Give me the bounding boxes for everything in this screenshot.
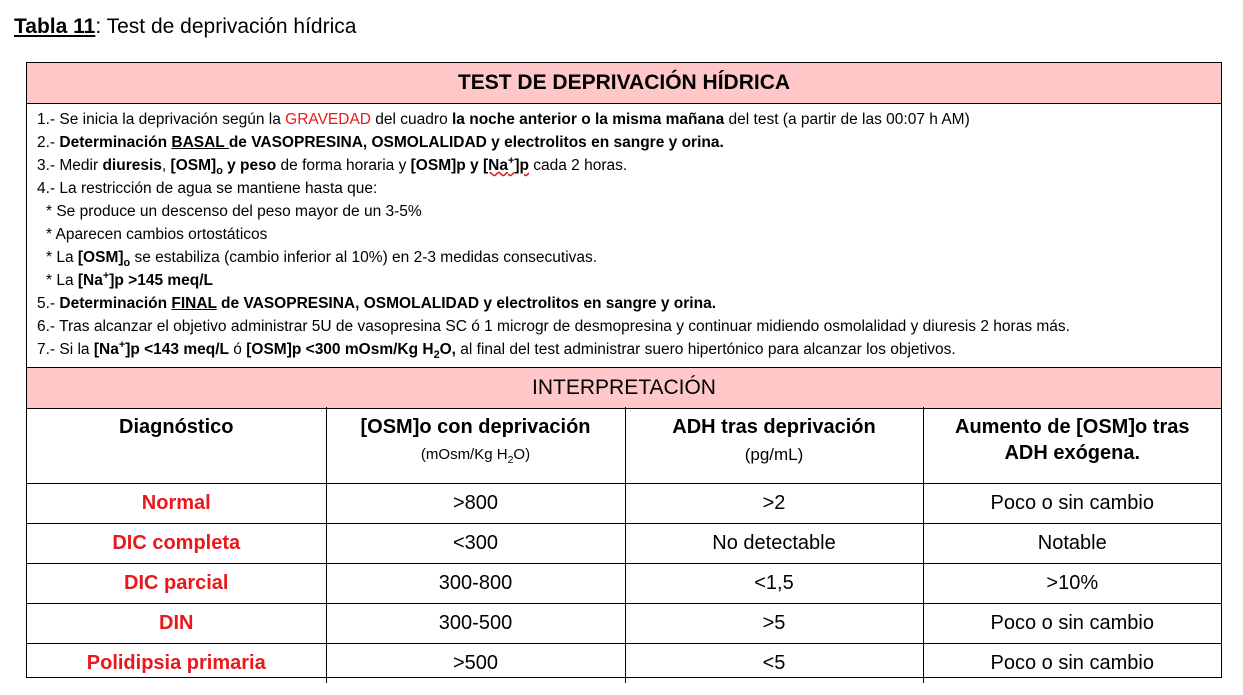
increase-cell: Poco o sin cambio xyxy=(923,484,1221,524)
step-7-na-b: ]p <143 meq/L xyxy=(125,341,229,358)
step-3-osmp: [OSM]p y xyxy=(410,157,483,174)
step-7-na-sup: + xyxy=(118,338,126,351)
step-4: 4.- La restricción de agua se mantiene hasta que: xyxy=(37,180,378,197)
table-row xyxy=(27,564,1221,604)
step-3-na-sup: + xyxy=(507,154,515,167)
header-adh-unit: (pg/mL) xyxy=(744,445,804,464)
caption-label: Tabla 11 xyxy=(14,15,96,38)
step-4c-text-a: * La xyxy=(46,249,78,266)
step-2-bold-b: de VASOPRESINA, OSMOLALIDAD y electrolitos en sangre y orina. xyxy=(228,134,724,151)
adh-cell: <5 xyxy=(625,644,923,684)
step-3-text-b: de forma horaria y xyxy=(276,157,411,174)
step-2-number: 2.- xyxy=(37,134,60,151)
step-3-osm-sub: o xyxy=(216,165,223,178)
step-3-osm: [OSM] xyxy=(170,157,217,174)
step-3-weight: y peso xyxy=(222,157,277,174)
step-5 xyxy=(37,292,1215,315)
header-adh xyxy=(625,407,923,484)
header-increase-period: . xyxy=(1134,442,1141,464)
interpretation-table xyxy=(27,407,1221,683)
step-1-severity: GRAVEDAD xyxy=(285,111,371,128)
step-3-comma: , xyxy=(161,157,171,174)
step-4b: * Aparecen cambios ortostáticos xyxy=(46,226,268,243)
header-osm-unit-a: (mOsm/Kg H xyxy=(420,446,508,463)
header-diagnosis xyxy=(27,407,326,484)
table-title: TEST DE DEPRIVACIÓN HÍDRICA xyxy=(27,63,1221,104)
header-osm-label: [OSM]o con deprivación xyxy=(360,416,591,438)
step-1 xyxy=(37,108,1215,131)
step-4d xyxy=(37,269,1215,292)
step-4c-osm-sub: o xyxy=(123,257,131,270)
header-increase-line2: ADH exógena xyxy=(1004,442,1135,464)
table-row xyxy=(27,484,1221,524)
step-1-timing: la noche anterior o la misma mañana xyxy=(452,111,725,128)
step-4c-osm: [OSM] xyxy=(77,249,124,266)
step-1-text-b: del cuadro xyxy=(371,111,452,128)
step-4a: * Se produce un descenso del peso mayor de un 3-5% xyxy=(46,203,422,220)
interpretation-title: INTERPRETACIÓN xyxy=(27,367,1221,409)
step-2-basal: BASAL xyxy=(171,134,229,151)
increase-cell: Poco o sin cambio xyxy=(923,604,1221,644)
header-diagnosis-label: Diagnóstico xyxy=(119,416,234,438)
adh-cell: No detectable xyxy=(625,524,923,564)
step-3-na-a: [Na xyxy=(482,157,508,174)
step-7-or: ó xyxy=(229,341,247,358)
header-increase-line1: Aumento de [OSM]o tras xyxy=(955,416,1190,438)
step-3 xyxy=(37,154,1215,177)
osm-cell: 300-800 xyxy=(326,564,625,604)
step-3-diuresis: diuresis xyxy=(102,157,162,174)
step-7-text-a: 7.- Si la xyxy=(37,341,94,358)
osm-cell: 300-500 xyxy=(326,604,625,644)
increase-cell: >10% xyxy=(923,564,1221,604)
adh-cell: >5 xyxy=(625,604,923,644)
header-osm-unit-sub: 2 xyxy=(507,454,514,466)
step-2-bold-a: Determinación xyxy=(59,134,172,151)
step-5-final: FINAL xyxy=(171,295,217,312)
step-4d-text: * La xyxy=(46,272,78,289)
caption-text: Test de deprivación hídrica xyxy=(101,15,357,38)
osm-cell: >500 xyxy=(326,644,625,684)
step-4c xyxy=(37,246,1215,269)
step-7-osm: [OSM]p <300 mOsm/Kg H xyxy=(246,341,434,358)
increase-cell: Notable xyxy=(923,524,1221,564)
step-2 xyxy=(37,131,1215,154)
step-5-number: 5.- xyxy=(37,295,60,312)
adh-cell: >2 xyxy=(625,484,923,524)
diagnosis-cell: Polidipsia primaria xyxy=(27,644,326,684)
header-row xyxy=(27,407,1221,484)
step-6: 6.- Tras alcanzar el objetivo administrar 5U de vasopresina SC ó 1 microgr de desmopresina y continuar midiendo osmolalidad y diuresis 2 horas más. xyxy=(37,318,1070,335)
water-deprivation-table xyxy=(26,62,1222,678)
caption-separator: : xyxy=(95,15,102,38)
step-7-text-b: al final del test administrar suero hipertónico para alcanzar los objetivos. xyxy=(455,341,956,358)
step-4c-text-b: se estabiliza (cambio inferior al 10%) en 2-3 medidas consecutivas. xyxy=(130,249,598,266)
header-adh-label: ADH tras deprivación xyxy=(672,416,876,438)
step-3-text-a: 3.- Medir xyxy=(37,157,103,174)
table-caption xyxy=(14,14,356,40)
diagnosis-cell: DIC parcial xyxy=(27,564,326,604)
header-increase xyxy=(923,407,1221,484)
step-1-text-c: del test (a partir de las 00:07 h AM) xyxy=(724,111,970,128)
step-4d-na-sup: + xyxy=(102,269,110,282)
table-row xyxy=(27,644,1221,684)
header-osm xyxy=(326,407,625,484)
step-4d-na-b: ]p >145 meq/L xyxy=(109,272,214,289)
table-row xyxy=(27,524,1221,564)
step-1-text: 1.- Se inicia la deprivación según la xyxy=(37,111,286,128)
diagnosis-cell: Normal xyxy=(27,484,326,524)
increase-cell: Poco o sin cambio xyxy=(923,644,1221,684)
diagnosis-cell: DIC completa xyxy=(27,524,326,564)
adh-cell: <1,5 xyxy=(625,564,923,604)
step-3-na-b: ]p xyxy=(514,157,529,174)
step-7 xyxy=(37,338,1215,361)
step-5-bold-a: Determinación xyxy=(59,295,172,312)
step-7-na-a: [Na xyxy=(93,341,119,358)
step-3-na xyxy=(482,154,529,174)
table-row xyxy=(27,604,1221,644)
step-7-osm-end: O, xyxy=(439,341,456,358)
osm-cell: >800 xyxy=(326,484,625,524)
step-3-text-c: cada 2 horas. xyxy=(528,157,628,174)
diagnosis-cell: DIN xyxy=(27,604,326,644)
header-osm-unit xyxy=(327,444,625,466)
step-4d-na-a: [Na xyxy=(77,272,103,289)
osm-cell: <300 xyxy=(326,524,625,564)
protocol-steps xyxy=(37,108,1215,361)
step-5-bold-b: de VASOPRESINA, OSMOLALIDAD y electrolitos en sangre y orina. xyxy=(216,295,717,312)
step-7-h2o-sub: 2 xyxy=(433,349,440,362)
header-osm-unit-b: O) xyxy=(513,446,531,463)
